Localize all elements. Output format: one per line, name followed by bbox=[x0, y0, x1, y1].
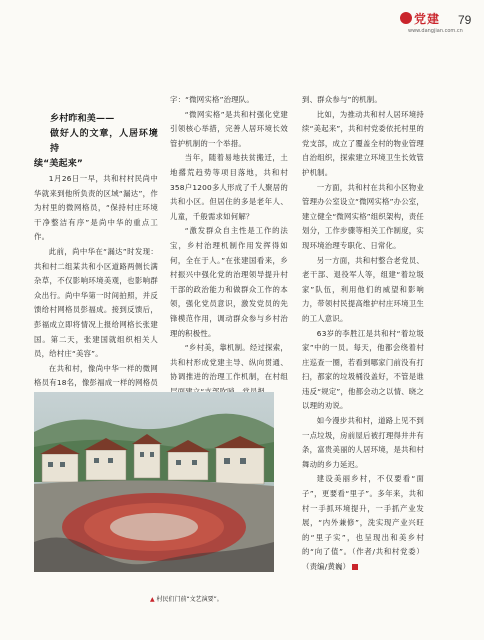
page-number: 79 bbox=[458, 13, 472, 27]
column-3 bbox=[302, 93, 424, 575]
paragraph: “微网实格”是共和村强化党建引领核心举措，完善人居环境长效管护机制的一个举措。 bbox=[170, 109, 288, 148]
village-photo-illustration bbox=[34, 392, 274, 572]
paragraph: 当年，随着易地扶贫搬迁，土地撂荒趋势等项目落地，共和村358户1200多人形成了千人聚居的共和小区。但居住的多是老年人、儿童，千般需求如何解？ bbox=[170, 153, 288, 221]
end-mark-icon bbox=[352, 564, 358, 570]
paragraph: “激发群众自主性是工作的法宝，乡村治理机制作用发挥得如何，全在于人。”在张建国看来，乡村振兴中强化党的治理领导提升村干部的政治能力和做群众工作的本领，强化党员意识，激发党员的先锋模范作用，调动群众参与乡村治理的积极性。 bbox=[170, 226, 288, 338]
paragraph: 1月26日一早，共和村村民尚中华就来到他所负责的区域“漏达”，作为村里的微网格员，“保持村庄环境干净整洁有序”是尚中华的重点工作。 bbox=[34, 174, 158, 242]
paragraph: 如今漫步共和村，道路上见不到一点垃圾，房前屋后被打理得井井有条，富贵美丽的人居环境，是共和村舞动的乡力延迟。 bbox=[302, 416, 424, 469]
paragraph: 比如，为推动共和村人居环境持续“美起来”，共和村党委依托村里的党支部，成立了覆盖全村的物业管理自治组织，探索建立环境卫生长效管护机制。 bbox=[302, 109, 424, 177]
paragraph: 在共和村，像尚中华一样的微网格员有18名，像彭福成一样的网格员 bbox=[34, 363, 158, 388]
village-photo bbox=[34, 392, 274, 572]
paragraph: 到、群众参与”的机制。 bbox=[302, 95, 382, 104]
heading-line-1: 乡村昨和美—— bbox=[50, 114, 115, 124]
paragraph: 一方面，共和村在共和小区物业管理办公室设立“微网实格”办公室，建立健全“微网实格”组织架构，责任划分，工作步骤等相关工作制度，实现环境治理专职化、日常化。 bbox=[302, 182, 424, 250]
section-heading bbox=[34, 112, 158, 172]
caption-marker: ▲ bbox=[150, 596, 155, 603]
logo-emblem-icon bbox=[400, 12, 412, 24]
logo-text: 党建 bbox=[414, 12, 441, 26]
paragraph: 另一方面，共和村整合老党员、老干部、退役军人等，组建“着垃圾家”队伍，利用他们的威望和影响力，带领村民提高维护村庄环境卫生的工人意识。 bbox=[302, 255, 424, 323]
paragraph: “乡村美，靠机制。经过探索，共和村形成党建主导、纵向贯通、协调推进的治理工作机制，在村组 bbox=[170, 343, 288, 382]
heading-line-2: 做好人的文章，人居环境持 bbox=[50, 129, 158, 154]
paragraph-last bbox=[302, 472, 424, 574]
column-2 bbox=[170, 93, 288, 399]
paragraph: 此前，尚中华在“漏达”时发现：共和村二组某共和小区道路两侧长满杂草，不仅影响环境美观，也影响群众出行。尚中华第一时间拍照，并反馈给村网格员彭福成。接到反馈后，彭福成立即将情况上报给网格长张建国。第二天，张建国就组织相关人员，给村庄“美容”。 bbox=[34, 246, 158, 359]
magazine-logo bbox=[400, 10, 452, 30]
heading-line-3: 续“美起来” bbox=[34, 159, 84, 169]
paragraph-text: 建设美丽乡村，不仅要看“面子”，更要看“里子”。多年来，共和村一手抓环境提升，一手抓产业发展，“内外兼修”，洗实现产业兴旺的“里子实”，也呈现出和美乡村的“向了值”。（作者/共和村党委）（责编/黄巍） bbox=[302, 474, 424, 571]
caption-text: 村民们门前“文艺演要”。 bbox=[156, 596, 223, 603]
header-url: www.dangjian.com.cn bbox=[408, 28, 463, 34]
paragraph: 字：“微网实格”治理队。 bbox=[170, 95, 254, 104]
column-1 bbox=[34, 112, 158, 406]
photo-caption bbox=[150, 594, 223, 603]
paragraph: 63岁的李胜江是共和村“着垃圾家”中的一员。每天，他都会绕着村庄巡查一圈，若看到哪家门前没有打扫，都家的垃圾桶没盖好，不管是谁违反“规定”，他都会动之以情、晓之以理的劝说。 bbox=[302, 328, 424, 411]
